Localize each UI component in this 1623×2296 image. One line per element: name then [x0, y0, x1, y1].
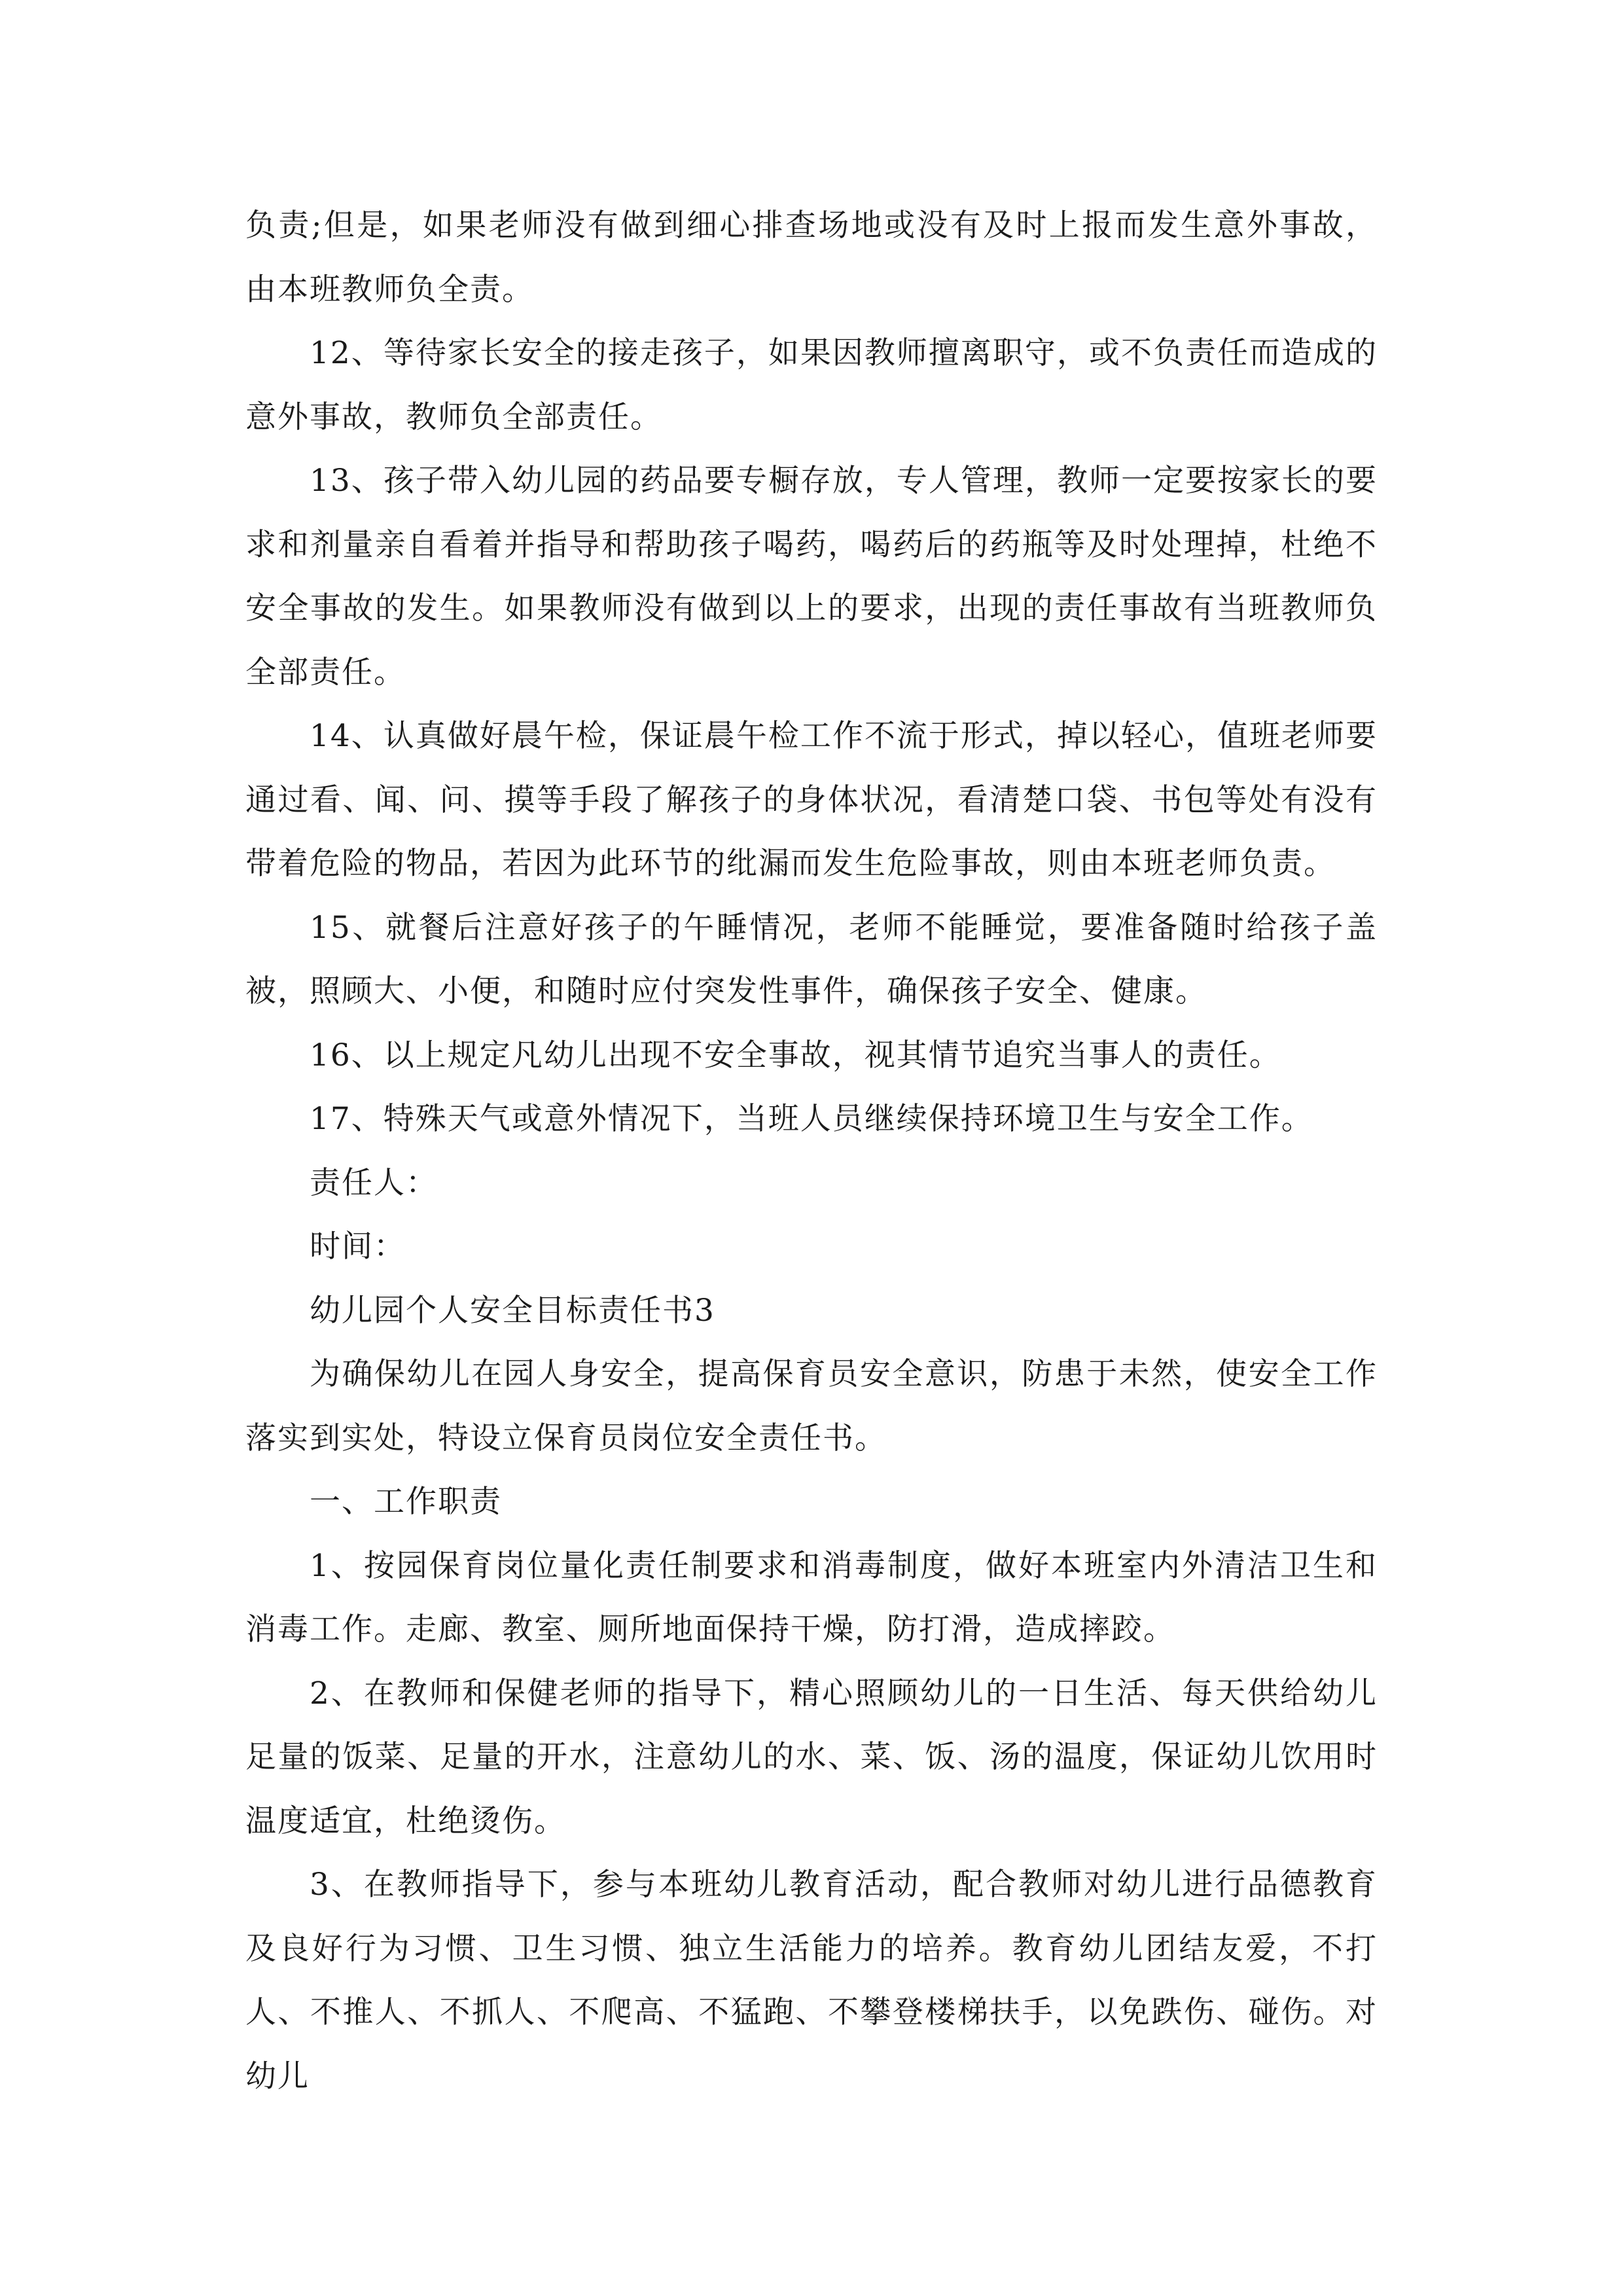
responsible-person-label: 责任人： [310, 1164, 438, 1201]
paragraph-item-17: 17、特殊天气或意外情况下，当班人员继续保持环境卫生与安全工作。 [310, 1101, 1313, 1137]
paragraph-duty-1: 1、按园保育岗位量化责任制要求和消毒制度，做好本班室内外清洁卫生和消毒工作。走廊、教室、厕所地面保持干燥，防打滑，造成摔跤。 [245, 1547, 1378, 1647]
paragraph-item-15: 15、就餐后注意好孩子的午睡情况，老师不能睡觉，要准备随时给孩子盖被，照顾大、小便，和随时应付突发性事件，确保孩子安全、健康。 [245, 909, 1378, 1009]
paragraph-item-14: 14、认真做好晨午检，保证晨午检工作不流于形式，掉以轻心，值班老师要通过看、闻、问、摸等手段了解孩子的身体状况，看清楚口袋、书包等处有没有带着危险的物品，若因为此环节的纰漏而发生危险事故，则由本班老师负责。 [245, 718, 1378, 882]
section-heading-duties: 一、工作职责 [310, 1484, 502, 1520]
document-body [245, 194, 1378, 2108]
paragraph-continuation: 负责;但是，如果老师没有做到细心排查场地或没有及时上报而发生意外事故，由本班教师负全责。 [245, 207, 1378, 308]
paragraph-intro: 为确保幼儿在园人身安全，提高保育员安全意识，防患于未然，使安全工作落实到实处，特设立保育员岗位安全责任书。 [245, 1356, 1378, 1456]
section-title: 幼儿园个人安全目标责任书3 [310, 1292, 715, 1329]
paragraph-duty-2: 2、在教师和保健老师的指导下，精心照顾幼儿的一日生活、每天供给幼儿足量的饭菜、足量的开水，注意幼儿的水、菜、饭、汤的温度，保证幼儿饮用时温度适宜，杜绝烫伤。 [245, 1675, 1378, 1839]
paragraph-duty-3: 3、在教师指导下，参与本班幼儿教育活动，配合教师对幼儿进行品德教育及良好行为习惯、卫生习惯、独立生活能力的培养。教育幼儿团结友爱，不打人、不推人、不抓人、不爬高、不猛跑、不攀登楼梯扶手，以免跌伤、碰伤。对幼儿 [245, 1867, 1378, 2094]
paragraph-item-12: 12、等待家长安全的接走孩子，如果因教师擅离职守，或不负责任而造成的意外事故，教师负全部责任。 [245, 335, 1378, 435]
time-label: 时间： [310, 1229, 406, 1265]
paragraph-item-13: 13、孩子带入幼儿园的药品要专橱存放，专人管理，教师一定要按家长的要求和剂量亲自看着并指导和帮助孩子喝药，喝药后的药瓶等及时处理掉，杜绝不安全事故的发生。如果教师没有做到以上的要求，出现的责任事故有当班教师负全部责任。 [245, 463, 1378, 691]
paragraph-item-16: 16、以上规定凡幼儿出现不安全事故，视其情节追究当事人的责任。 [310, 1037, 1281, 1073]
